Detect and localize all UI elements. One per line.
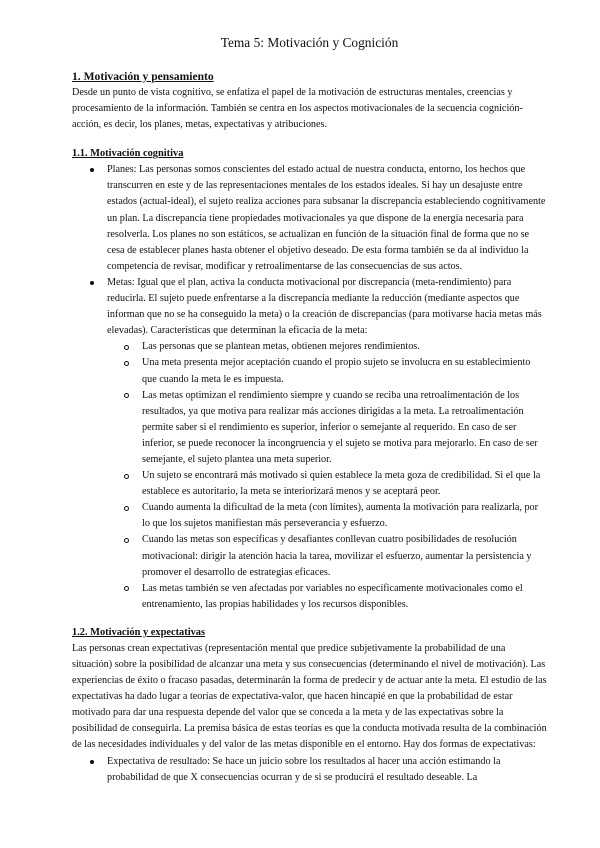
- list-item-metas-text: Metas: Igual que el plan, activa la conducta motivacional por discrepancia (meta-rendimiento) para reducirla. El sujeto puede enfrentarse a la discrepancia mediante la reducción (mediante aspectos que informan que no se ha conseguido la meta) o la creación de discrepancias (para motivarse hacia metas más elevadas). Características que determinan la eficacia de la meta:: [107, 276, 542, 337]
- document-title: Tema 5: Motivación y Cognición: [220, 35, 399, 50]
- list-item-expectativa-resultado: Expectativa de resultado: Se hace un juicio sobre los resultados al hacer una acción estimando la probabilidad de que X consecuencias ocurran y de si se producirá el resultado deseable. La: [107, 754, 547, 786]
- section-1-2-list: [72, 754, 547, 786]
- section-1-1-list: [72, 162, 547, 613]
- sub-list-item: Las personas que se plantean metas, obtienen mejores rendimientos.: [142, 339, 547, 355]
- sub-list-item: Cuando aumenta la dificultad de la meta (con límites), aumenta la motivación para realizarla, por lo que los sujetos manifiestan más perseverancia y esfuerzo.: [142, 500, 547, 532]
- section-1-2-body: Las personas crean expectativas (representación mental que predice subjetivamente la probabilidad de una situación) sobre la posibilidad de alcanzar una meta y sus consecuencias (determinando el nivel de motivación). Las experiencias de éxito o fracaso pasadas, determinarán la forma de predecir y de actuar ante la meta. El estudio de las expectativas ha dado lugar a teorías de expectativa-valor, que hacen hincapié en que la probabilidad de estar motivado para dar una respuesta depende del valor que se conceda a la meta y de las expectativas sobre la posibilidad de conseguirla. La premisa básica de estas teorías es que la conducta motivada resulta de la combinación de las necesidades individuales y del valor de las metas disponible en el entorno. Hay dos formas de expectativas:: [72, 642, 547, 751]
- sub-list-item: Las metas optimizan el rendimiento siempre y cuando se reciba una retroalimentación de los resultados, ya que motiva para realizar más acciones dirigidas a la meta. La retroalimentación permite saber si el rendimiento es superior, inferior o semejante al requerido. En caso de ser inferior, se puede reconocer la incongruencia y el sujeto se motiva para mejorarlo. En caso de ser semejante, el sujeto plantea una meta superior.: [142, 388, 547, 468]
- sub-list-item: Las metas también se ven afectadas por variables no específicamente motivacionales como el entrenamiento, las propias habilidades y los recursos disponibles.: [142, 581, 547, 613]
- list-item-metas: [107, 275, 547, 613]
- section-1-intro: Desde un punto de vista cognitivo, se enfatiza el papel de la motivación de estructuras mentales, creencias y procesamiento de la información. También se centra en los aspectos motivacionales de la secuencia cognición-acción, es decir, los planes, metas, expectativas y atribuciones.: [72, 87, 523, 131]
- section-heading-1-2: 1.2. Motivación y expectativas: [72, 626, 206, 638]
- section-heading-1: 1. Motivación y pensamiento: [72, 70, 214, 83]
- section-heading-1-1: 1.1. Motivación cognitiva: [72, 148, 184, 160]
- sub-list-item: Un sujeto se encontrará más motivado si quien establece la meta goza de credibilidad. Si el que la establece es autoritario, la meta se interiorizará menos y se aceptará peor.: [142, 468, 547, 500]
- sub-list-item: Cuando las metas son específicas y desafiantes conllevan cuatro posibilidades de resolución motivacional: dirigir la atención hacia la tarea, movilizar el esfuerzo, aumentar la persistencia y promover el desarrollo de estrategias eficaces.: [142, 532, 547, 580]
- sub-list-item: Una meta presenta mejor aceptación cuando el propio sujeto se involucra en su establecimiento que cuando la meta le es impuesta.: [142, 355, 547, 387]
- list-item-planes: Planes: Las personas somos conscientes del estado actual de nuestra conducta, entorno, los hechos que transcurren en este y de las representaciones mentales de los estados ideales. Si hay un desajuste entre estados (actual-ideal), el sujeto realiza acciones para subsanar la discrepancia estableciendo cognitivamente un plan. La discrepancia tiene propiedades motivacionales ya que dispone de la energía necesaria para resolverla. Los planes no son estáticos, se actualizan en función de la situación final de forma que no se cesa de establecer planes hasta obtener el objetivo deseado. De esta forma también se da al individuo la competencia de revisar, modificar y retroalimentarse de las consecuencias de sus actos.: [107, 162, 547, 275]
- metas-sublist: [107, 339, 547, 613]
